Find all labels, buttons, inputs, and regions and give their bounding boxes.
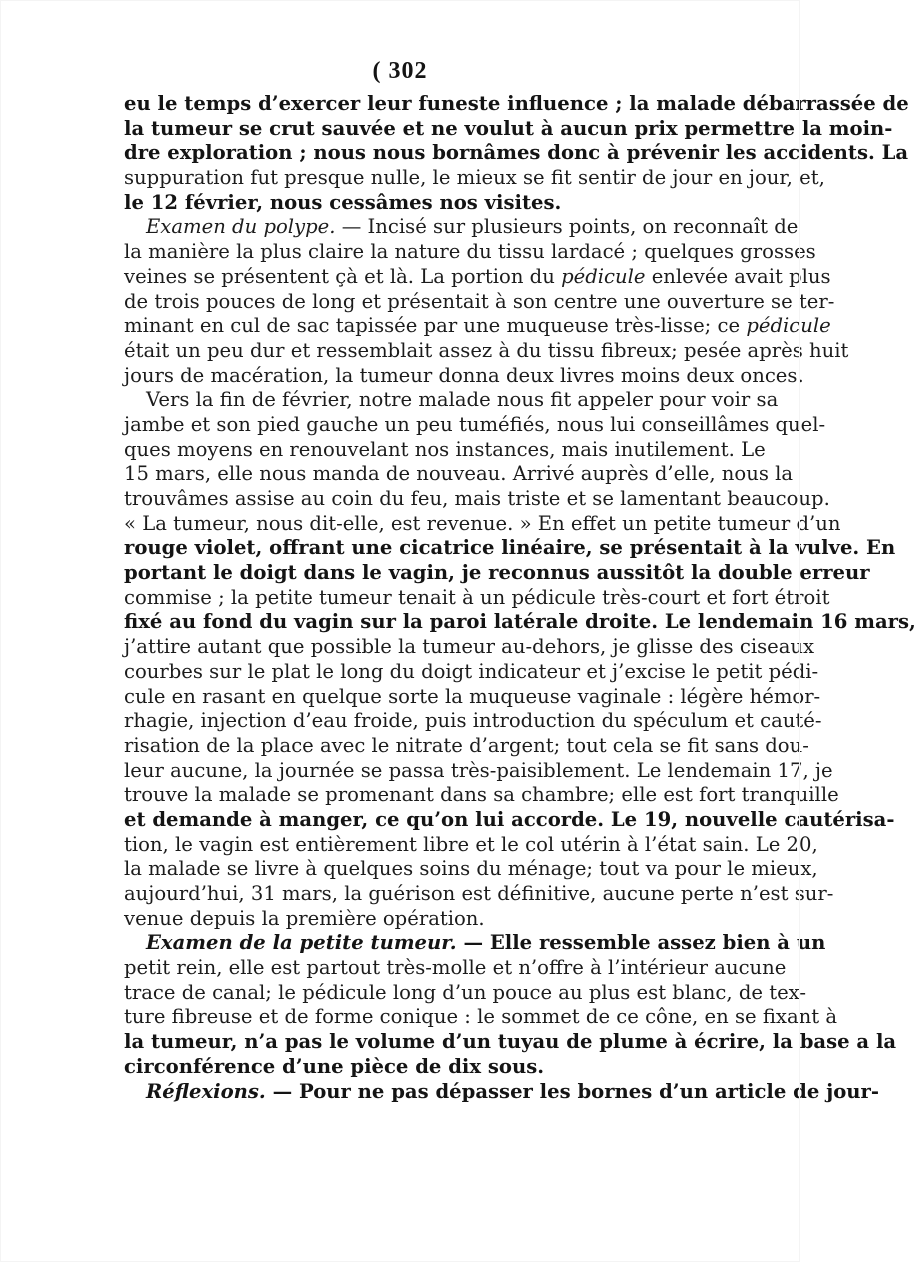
text-line — [124, 462, 794, 487]
line-text: tion, le vagin est entièrement libre et le col utérin à l’état sain. Le 20, — [124, 832, 818, 856]
text-line — [124, 758, 833, 784]
text-line — [124, 907, 680, 932]
line-text: risation de la place avec le nitrate d’argent; tout cela se fit sans dou- — [124, 733, 809, 757]
text-line — [124, 289, 835, 315]
text-line — [124, 511, 841, 537]
line-text: jours de macération, la tumeur donna deux livres moins deux onces. — [124, 363, 804, 387]
text-line — [124, 956, 787, 981]
line-text: la tumeur se crut sauvée et ne voulut à aucun prix permettre la moin- — [124, 116, 893, 140]
line-text: ques moyens en renouvelant nos instances, mais inutilement. Le — [124, 437, 766, 461]
line-text: dre exploration ; nous nous bornâmes donc à prévenir les accidents. La — [124, 141, 909, 165]
page-number: ( 302 — [372, 58, 428, 84]
line-text: petit rein, elle est partout très-molle et n’offre à l’intérieur aucune — [124, 956, 787, 980]
text-line — [124, 733, 809, 759]
line-text: le 12 février, nous cessâmes nos visites. — [124, 190, 562, 214]
line-text: cule en rasant en quelque sorte la muqueuse vaginale : légère hémor- — [124, 684, 821, 708]
text-line — [124, 561, 870, 586]
text-line — [124, 807, 895, 833]
line-text: rouge violet, offrant une cicatrice linéaire, se présentait à la vulve. En — [124, 536, 896, 560]
text-line — [124, 659, 819, 685]
text-line — [124, 1055, 680, 1080]
line-text: trace de canal; le pédicule long d’un pouce au plus est blanc, de tex- — [124, 980, 807, 1004]
line-text: la malade se livre à quelques soins du ménage; tout va pour le mieux, — [124, 857, 818, 881]
text-line — [124, 585, 830, 611]
line-text: ture fibreuse et de forme conique : le sommet de ce cône, en se fixant à — [124, 1005, 838, 1029]
text-line — [124, 388, 779, 413]
text-line — [124, 684, 821, 710]
text-line — [124, 980, 807, 1006]
text-line — [124, 412, 826, 438]
text-line — [124, 264, 831, 290]
line-text: leur aucune, la journée se passa très-paisiblement. Le lendemain 17, je — [124, 758, 833, 782]
line-text: j’attire autant que possible la tumeur au-dehors, je glisse des ciseaux — [124, 635, 815, 659]
line-text: commise ; la petite tumeur tenait à un pédicule très-court et fort étroit — [124, 585, 830, 609]
text-line — [124, 191, 680, 216]
text-line — [124, 240, 816, 265]
line-text: courbes sur le plat le long du doigt indicateur et j’excise le petit pédi- — [124, 659, 819, 683]
text-line — [124, 931, 826, 956]
text-line — [124, 1005, 838, 1030]
text-line — [124, 92, 909, 117]
text-line — [124, 857, 818, 882]
italic-heading-text: Examen du polype. — [146, 215, 336, 239]
line-text: suppuration fut presque nulle, le mieux se fit sentir de jour en jour, et, — [124, 166, 825, 190]
text-line — [124, 610, 916, 635]
line-text: — Elle ressemble assez bien à un — [456, 931, 826, 955]
text-line — [124, 314, 831, 339]
italic-heading-text: Réflexions. — [146, 1079, 266, 1103]
line-text: rhagie, injection d’eau froide, puis introduction du spéculum et cauté- — [124, 709, 822, 733]
text-line — [124, 363, 804, 389]
line-text: fixé au fond du vagin sur la paroi latérale droite. Le lendemain 16 mars, — [124, 610, 916, 634]
line-text: trouvâmes assise au coin du feu, mais triste et se lamentant beaucoup. — [124, 487, 830, 510]
line-text: enlevée avait plus — [645, 264, 831, 288]
line-text: — Incisé sur plusieurs points, on reconnaît de — [335, 215, 799, 239]
text-line — [124, 116, 893, 142]
body-text — [124, 92, 916, 1104]
line-text: de trois pouces de long et présentait à son centre une ouverture se ter- — [124, 289, 835, 313]
line-text: la tumeur, n’a pas le volume d’un tuyau de plume à écrire, la base a la — [124, 1030, 897, 1054]
line-text: venue depuis la première opération. — [124, 906, 485, 930]
line-text: minant en cul de sac tapissée par une muqueuse très-lisse; ce — [124, 314, 747, 338]
text-line — [124, 1079, 879, 1105]
text-line — [124, 437, 766, 463]
line-text: « La tumeur, nous dit-elle, est revenue. » En effet un petite tumeur d’un — [124, 511, 841, 535]
line-text: veines se présentent çà et là. La portion du — [124, 264, 562, 288]
text-line — [124, 1030, 897, 1055]
line-text: — Pour ne pas dépasser les bornes d’un article de jour- — [265, 1079, 879, 1103]
text-line — [124, 141, 909, 166]
text-line — [124, 166, 825, 191]
text-line — [124, 832, 818, 858]
text-line — [124, 338, 849, 364]
line-text: 15 mars, elle nous manda de nouveau. Arrivé auprès d’elle, nous la — [124, 462, 794, 486]
line-text: et demande à manger, ce qu’on lui accorde. Le 19, nouvelle cautérisa- — [124, 807, 895, 831]
line-text: portant le doigt dans le vagin, je reconnus aussitôt la double erreur — [124, 561, 870, 585]
text-line — [124, 635, 815, 660]
line-text: circonférence d’une pièce de dix sous. — [124, 1054, 545, 1078]
line-text: aujourd’hui, 31 mars, la guérison est définitive, aucune perte n’est sur- — [124, 882, 834, 905]
line-text: la manière la plus claire la nature du tissu lardacé ; quelques grosses — [124, 240, 816, 264]
italic-heading-text: pédicule — [561, 264, 646, 288]
italic-heading-text: pédicule — [746, 314, 831, 338]
line-text: trouve la malade se promenant dans sa chambre; elle est fort tranquille — [124, 783, 839, 807]
line-text: Vers la fin de février, notre malade nous fit appeler pour voir sa — [146, 388, 779, 412]
line-text: eu le temps d’exercer leur funeste influence ; la malade débarrassée de — [124, 92, 909, 115]
italic-heading-text: Examen de la petite tumeur. — [146, 931, 457, 955]
text-line — [124, 882, 834, 907]
text-line — [124, 783, 839, 808]
text-line — [124, 215, 799, 240]
text-line — [124, 536, 896, 561]
text-line — [124, 487, 830, 512]
text-line — [124, 709, 822, 734]
line-text: était un peu dur et ressemblait assez à du tissu fibreux; pesée après huit — [124, 338, 849, 362]
line-text: jambe et son pied gauche un peu tuméfiés, nous lui conseillâmes quel- — [124, 412, 826, 436]
